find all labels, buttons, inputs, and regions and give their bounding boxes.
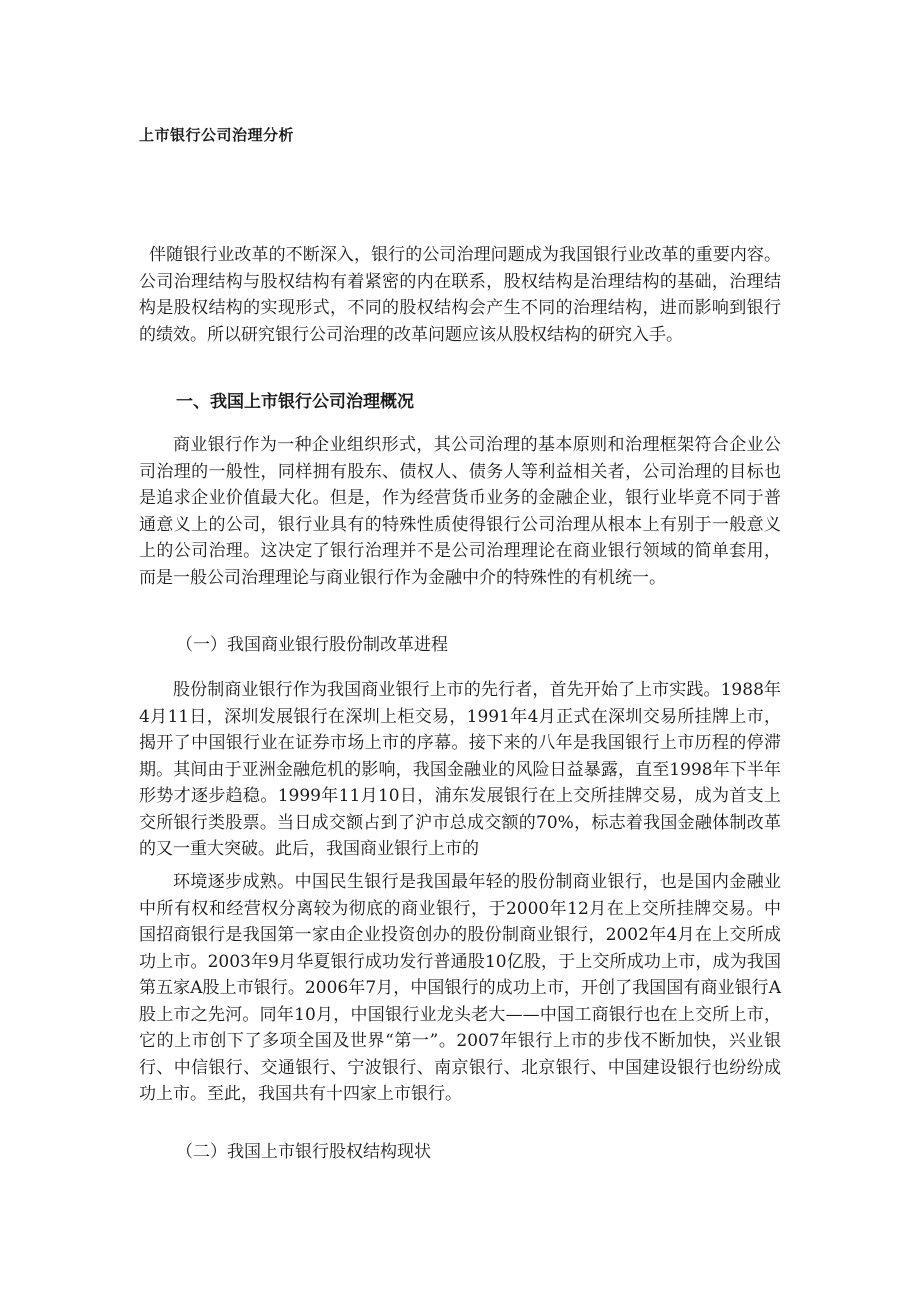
- document-title: 上市银行公司治理分析: [139, 126, 295, 144]
- subsection-2-heading: （二）我国上市银行股权结构现状: [176, 1142, 431, 1162]
- subsection-1-heading: （一）我国商业银行股份制改革进程: [176, 635, 448, 655]
- subsection-1-paragraph-1: 股份制商业银行作为我国商业银行上市的先行者，首先开始了上市实践。1988年4月11日，深圳发展银行在深圳上柜交易，1991年4月正式在深圳交易所挂牌上市，揭开了中国银行业在证券市场上市的序幕。接下来的八年是我国银行上市历程的停滞期。其间由于亚洲金融危机的影响，我国金融业的风险日益暴露，直至1998年下半年形势才逐步趋稳。1999年11月10日，浦东发展银行在上交所挂牌交易，成为首支上交所银行类股票。当日成交额占到了沪市总成交额的70%，标志着我国金融体制改革的又一重大突破。此后，我国商业银行上市的: [139, 680, 781, 859]
- intro-paragraph: 伴随银行业改革的不断深入，银行的公司治理问题成为我国银行业改革的重要内容。公司治理结构与股权结构有着紧密的内在联系，股权结构是治理结构的基础，治理结构是股权结构的实现形式，不同的股权结构会产生不同的治理结构，进而影响到银行的绩效。所以研究银行公司治理的改革问题应该从股权结构的研究入手。: [139, 245, 781, 345]
- section-1-heading: 一、我国上市银行公司治理概况: [176, 392, 414, 412]
- section-1-paragraph: 商业银行作为一种企业组织形式，其公司治理的基本原则和治理框架符合企业公司治理的一般性，同样拥有股东、债权人、债务人等利益相关者，公司治理的目标也是追求企业价值最大化。但是，作为经营货币业务的金融企业，银行业毕竟不同于普通意义上的公司，银行业具有的特殊性质使得银行公司治理从根本上有别于一般意义上的公司治理。这决定了银行治理并不是公司治理理论在商业银行领域的简单套用，而是一般公司治理理论与商业银行作为金融中介的特殊性的有机统一。: [139, 435, 781, 588]
- subsection-1-paragraph-2: 环境逐步成熟。中国民生银行是我国最年轻的股份制商业银行，也是国内金融业中所有权和经营权分离较为彻底的商业银行，于2000年12月在上交所挂牌交易。中国招商银行是我国第一家由企业投资创办的股份制商业银行，2002年4月在上交所成功上市。2003年9月华夏银行成功发行普通股10亿股，于上交所成功上市，成为我国第五家A股上市银行。2006年7月，中国银行的成功上市，开创了我国国有商业银行A股上市之先河。同年10月，中国银行业龙头老大——中国工商银行也在上交所上市，它的上市创下了多项全国及世界“第一”。2007年银行上市的步伐不断加快，兴业银行、中信银行、交通银行、宁波银行、南京银行、北京银行、中国建设银行也纷纷成功上市。至此，我国共有十四家上市银行。: [139, 872, 781, 1104]
